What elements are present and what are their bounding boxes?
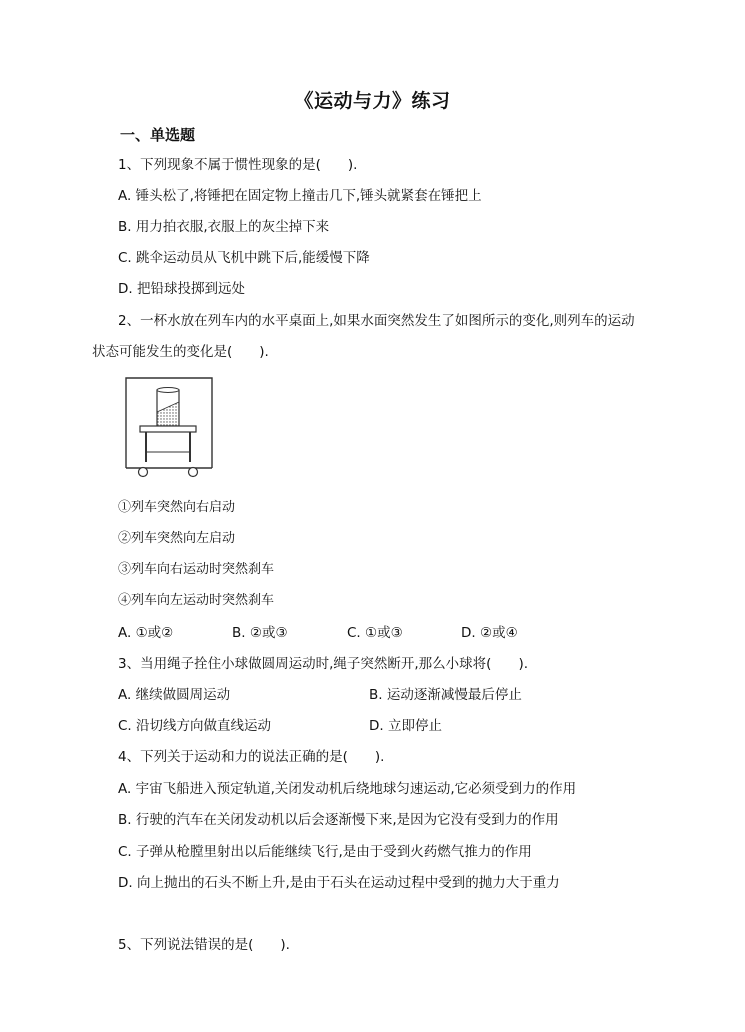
question-2-option-c: C. ①或③ [347,625,403,641]
question-1-stem: 1、下列现象不属于惯性现象的是( ). [118,157,358,173]
question-2-statement-2: ②列车突然向左启动 [118,531,236,546]
question-2-option-a: A. ①或② [118,625,174,641]
question-3-option-c: C. 沿切线方向做直线运动 [118,718,272,734]
question-4-stem: 4、下列关于运动和力的说法正确的是( ). [118,749,385,765]
question-2-stem-line2: 状态可能发生的变化是( ). [92,344,269,360]
question-4-option-a: A. 宇宙飞船进入预定轨道,关闭发动机后绕地球匀速运动,它必须受到力的作用 [118,781,577,797]
question-3-option-d: D. 立即停止 [369,718,442,734]
question-2-option-d: D. ②或④ [461,625,518,641]
question-3-option-a: A. 继续做圆周运动 [118,687,231,703]
question-3-stem: 3、当用绳子拴住小球做圆周运动时,绳子突然断开,那么小球将( ). [118,656,528,672]
page-title: 《运动与力》练习 [294,90,451,112]
question-1-option-b: B. 用力拍衣服,衣服上的灰尘掉下来 [118,219,330,235]
train-water-cup-figure [124,376,216,478]
question-4-option-c: C. 子弹从枪膛里射出以后能继续飞行,是由于受到火药燃气推力的作用 [118,844,532,860]
question-2-statement-1: ①列车突然向右启动 [118,500,236,515]
question-1-option-d: D. 把铅球投掷到远处 [118,281,245,297]
question-1-option-a: A. 锤头松了,将锤把在固定物上撞击几下,锤头就紧套在锤把上 [118,188,482,204]
question-2-statement-4: ④列车向左运动时突然刹车 [118,593,275,608]
question-5-stem: 5、下列说法错误的是( ). [118,937,290,953]
question-3-option-b: B. 运动逐渐减慢最后停止 [369,687,522,703]
question-2-statement-3: ③列车向右运动时突然刹车 [118,562,275,577]
section-heading: 一、单选题 [120,126,196,144]
question-2-option-b: B. ②或③ [232,625,288,641]
question-2-stem-line1: 2、一杯水放在列车内的水平桌面上,如果水面突然发生了如图所示的变化,则列车的运动 [118,313,635,329]
question-4-option-b: B. 行驶的汽车在关闭发动机以后会逐渐慢下来,是因为它没有受到力的作用 [118,812,559,828]
question-4-option-d: D. 向上抛出的石头不断上升,是由于石头在运动过程中受到的抛力大于重力 [118,875,560,891]
question-1-option-c: C. 跳伞运动员从飞机中跳下后,能缓慢下降 [118,250,370,266]
